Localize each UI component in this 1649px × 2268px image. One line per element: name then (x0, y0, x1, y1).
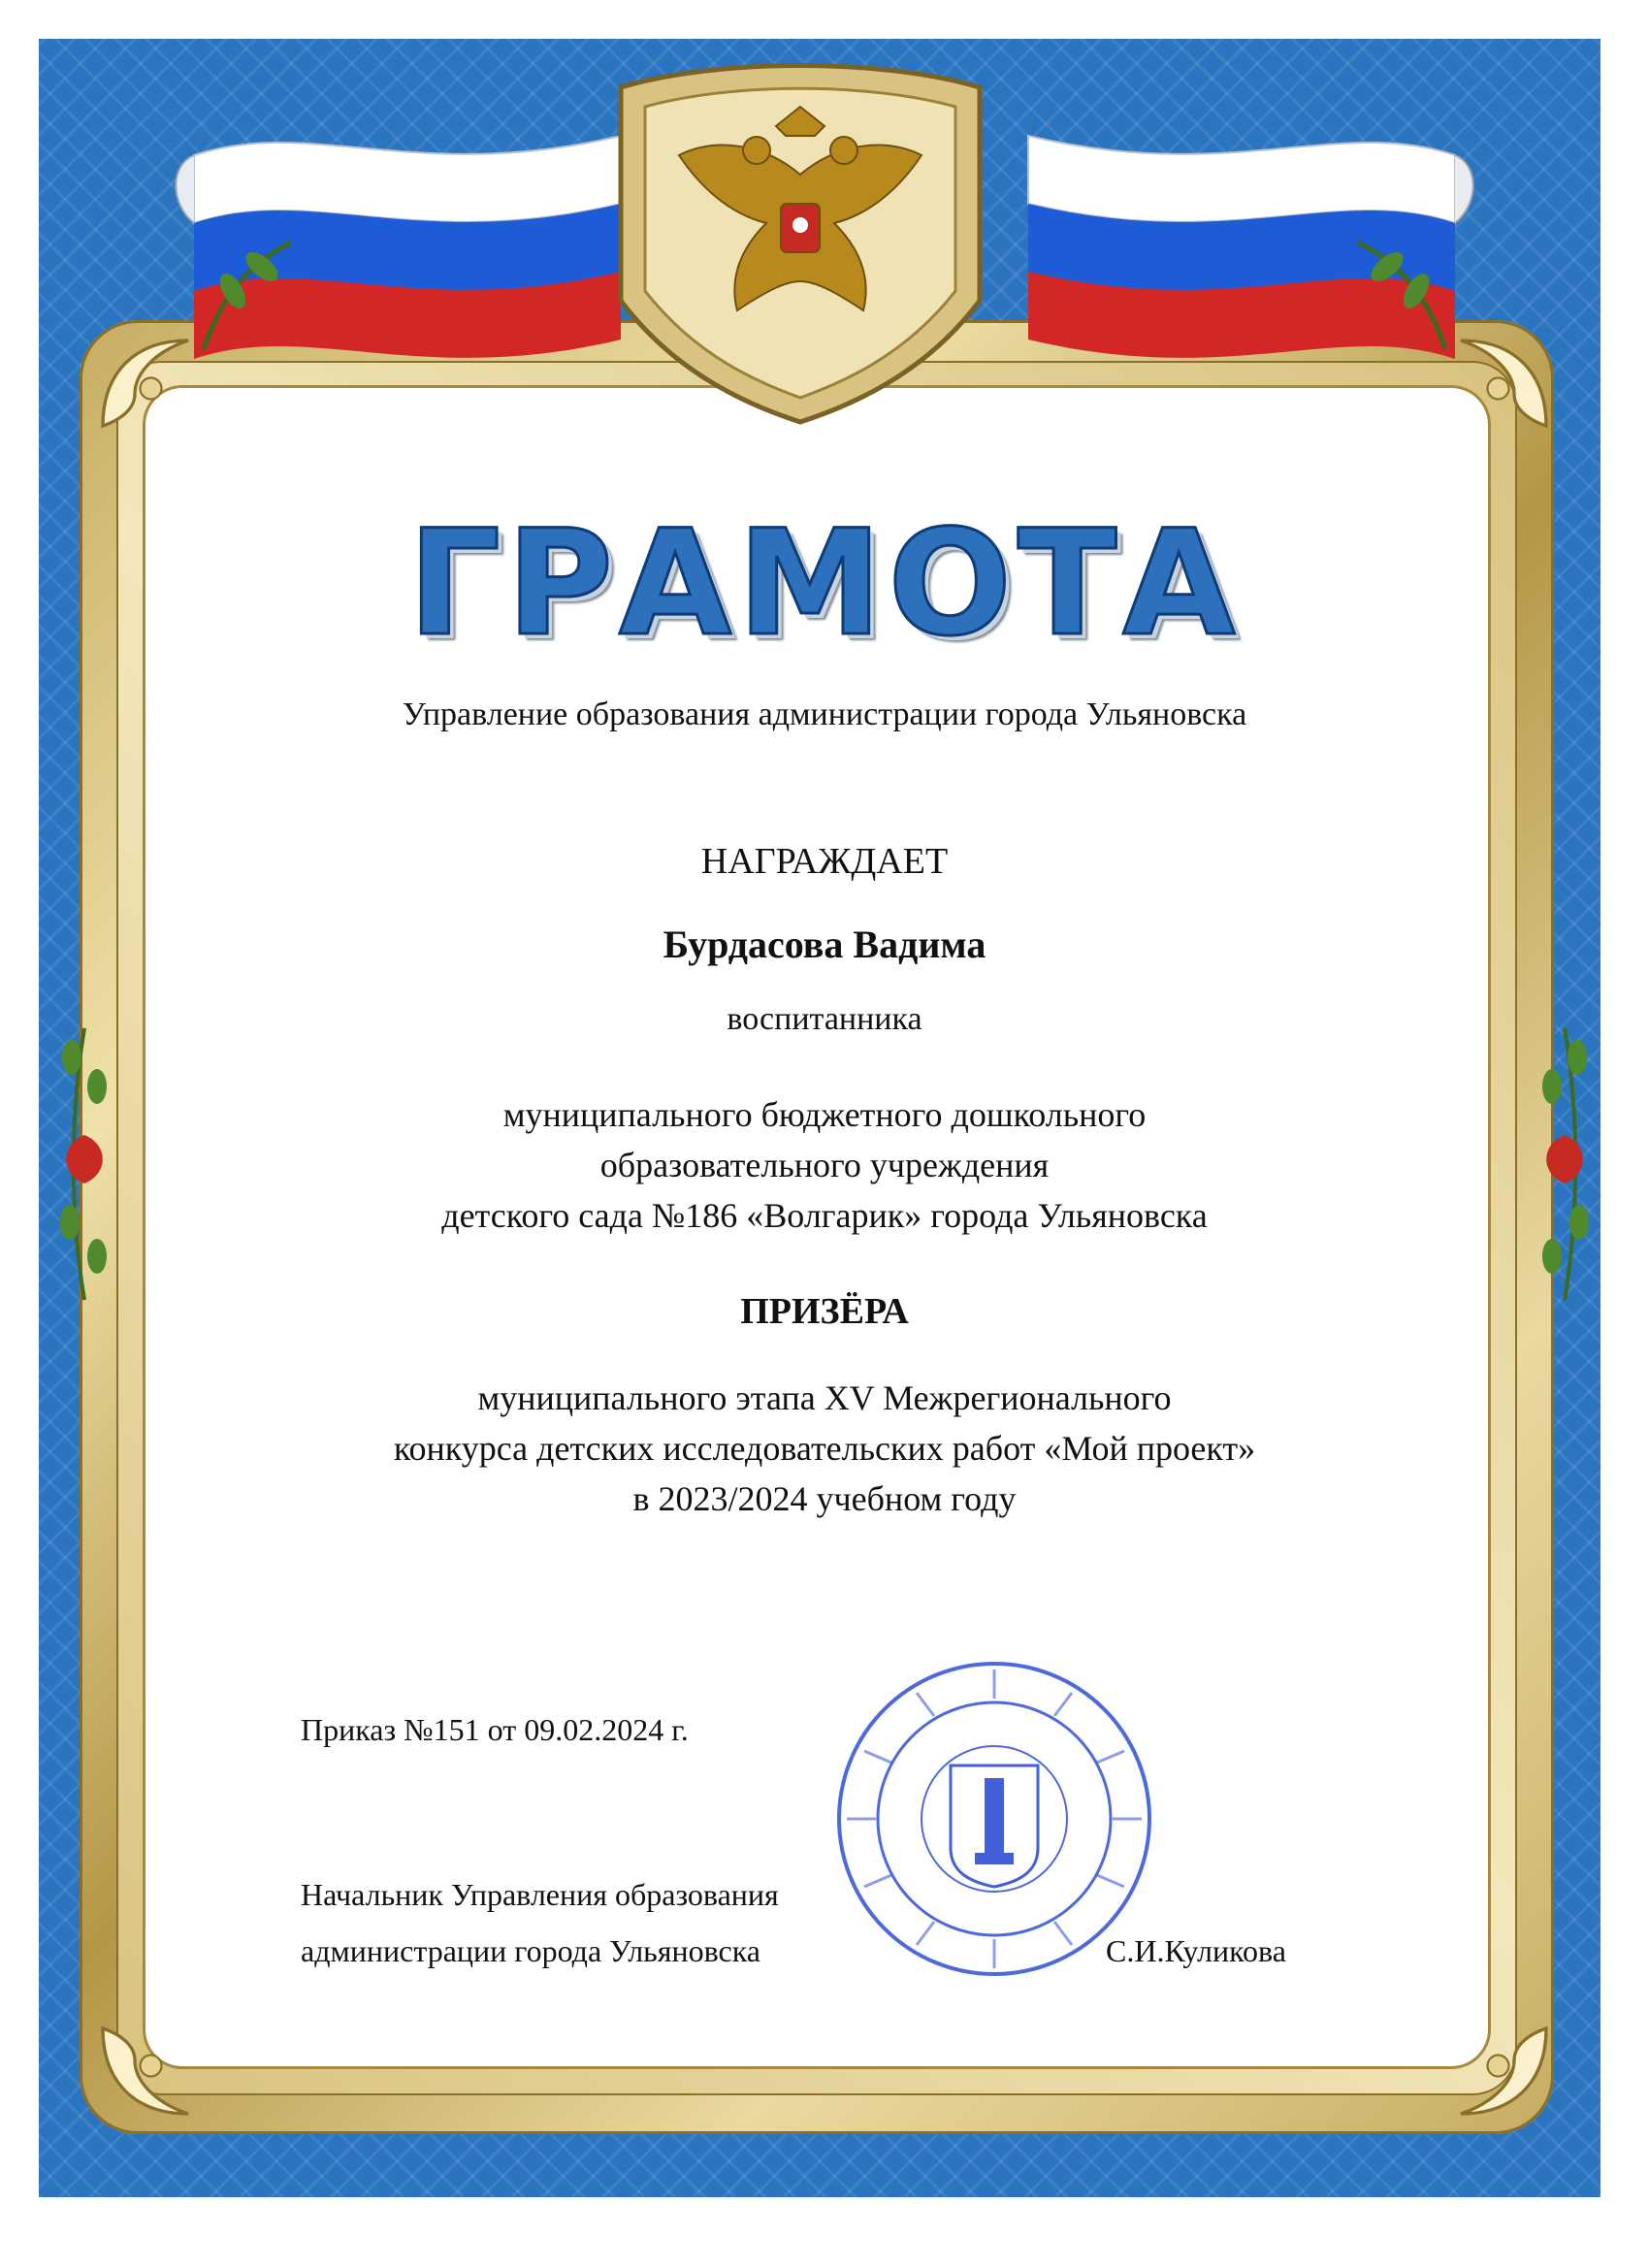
contest-line-2: конкурса детских исследовательских работ «Мой проект» (393, 1429, 1256, 1468)
award-status: ПРИЗЁРА (740, 1291, 909, 1332)
corner-ornament-icon (1450, 2018, 1557, 2124)
awards-verb: НАГРАЖДАЕТ (700, 841, 949, 882)
coat-of-arms-icon (601, 58, 999, 427)
institution-line-1: муниципального бюджетного дошкольного (502, 1095, 1147, 1134)
order-reference: Приказ №151 от 09.02.2024 г. (301, 1712, 689, 1747)
issuer-line: Управление образования администрации города Ульяновска (402, 697, 1247, 732)
left-flag (176, 136, 621, 359)
signatory-position-1: Начальник Управления образования (301, 1877, 779, 1912)
institution-line-3: детского сада №186 «Волгарик» города Ульяновска (441, 1196, 1208, 1235)
corner-ornament-icon (92, 2018, 199, 2124)
signatory-name: С.И.Куликова (1106, 1933, 1286, 1968)
institution-line-2: образовательного учреждения (599, 1146, 1050, 1184)
recipient-role: воспитанника (727, 1001, 922, 1037)
right-flag (1028, 136, 1473, 359)
stamp-emblem-icon (951, 1766, 1038, 1887)
contest-line-3: в 2023/2024 учебном году (632, 1479, 1017, 1518)
contest-line-1: муниципального этапа XV Межрегионального (477, 1378, 1172, 1417)
signatory-position-2: администрации города Ульяновска (301, 1933, 760, 1968)
certificate-title: ГРАМОТА (407, 500, 1242, 668)
recipient-name: Бурдасова Вадима (663, 923, 986, 966)
